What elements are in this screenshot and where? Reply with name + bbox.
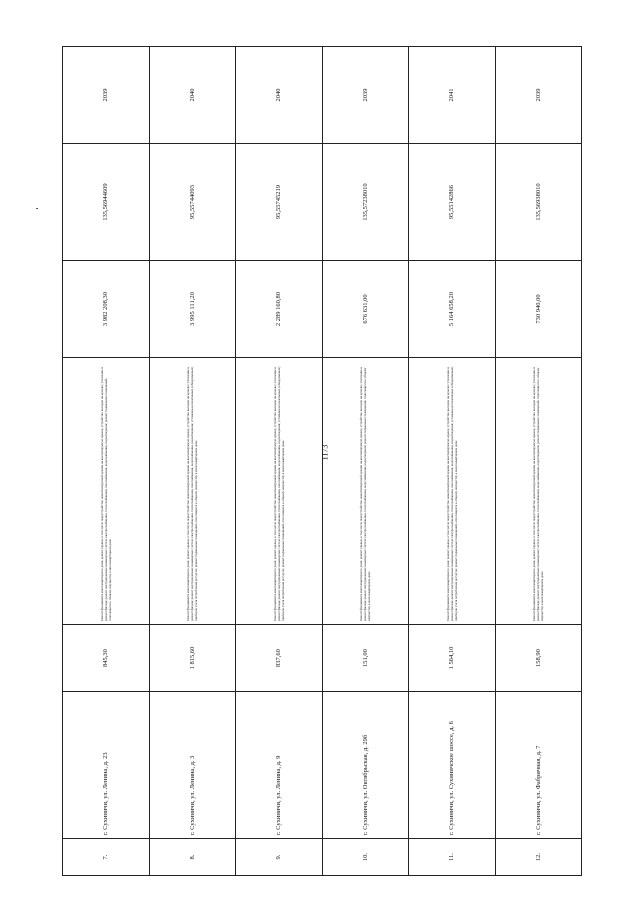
row-area: 1 815,60 (149, 625, 236, 692)
row-cost: 730 940,00 (495, 261, 582, 358)
row-code: 95,55745219 (236, 144, 323, 261)
row-works: Ремонт фундамента многоквартирного дома; ремонт крыши, в том числе переустройство невентилируемой крыши на вентилируемую крышу, устройство выходов на кровлю; утепление и ремонт фасада; ремонт внутридомовых инженерных систем электроснабжения, теплоснабжения, газоснабжения, водоснабжения, водоотведения; установка коллективных (общедомовых) приборов учета потребления ресурсов; ремонт подвальных помещений, относящихся к общему имуществу в многоквартирном доме (409, 358, 496, 625)
row-year: 2041 (409, 47, 496, 144)
row-number: 8. (149, 839, 236, 876)
row-year: 2039 (63, 47, 150, 144)
row-area: 845,30 (63, 625, 150, 692)
row-address: г. Сухиничи, ул. Ленина, д. 23 (63, 692, 150, 839)
row-works: Ремонт фундамента многоквартирного дома; ремонт крыши, в том числе переустройство невентилируемой крыши на вентилируемую крышу, устройство выходов на кровлю; утепление и ремонт фасада; ремонт внутридомовых инженерных систем электроснабжения, теплоснабжения, газоснабжения, водоснабжения, водоотведения; ремонт подвальных помещений, относящихся к общему имуществу в многоквартирном доме (63, 358, 150, 625)
row-address: г. Сухиничи, ул. Ленина, д. 9 (236, 692, 323, 839)
table-row (63, 47, 150, 876)
row-cost: 3 995 111,20 (149, 261, 236, 358)
table-row (495, 47, 582, 876)
row-cost: 3 982 208,30 (63, 261, 150, 358)
row-code: 95,55142866 (409, 144, 496, 261)
row-year: 2040 (236, 47, 323, 144)
table-body (63, 47, 582, 876)
row-year: 2040 (149, 47, 236, 144)
row-code: 135,56944609 (63, 144, 150, 261)
row-code: 135,57238010 (322, 144, 409, 261)
row-number: 10. (322, 839, 409, 876)
table-row (409, 47, 496, 876)
scan-speck (36, 208, 38, 209)
table-row (236, 47, 323, 876)
row-number: 12. (495, 839, 582, 876)
page-number: 1173 (320, 444, 330, 461)
row-address: г. Сухиничи, ул. Октябрьская, д. 29б (322, 692, 409, 839)
row-number: 9. (236, 839, 323, 876)
row-address: г. Сухиничи, ул. Ленина, д. 3 (149, 692, 236, 839)
row-number: 7. (63, 839, 150, 876)
row-area: 158,90 (495, 625, 582, 692)
row-area: 1 564,10 (409, 625, 496, 692)
row-year: 2039 (322, 47, 409, 144)
row-works: Ремонт фундамента многоквартирного дома; ремонт крыши, в том числе переустройство невентилируемой крыши на вентилируемую крышу, устройство выходов на кровлю; утепление и ремонт фасада; ремонт внутридомовых инженерных систем электроснабжения, теплоснабжения, газоснабжения, водоснабжения, водоотведения; установка коллективных (общедомовых) приборов учета потребления ресурсов; ремонт подвальных помещений, относящихся к общему имуществу в многоквартирном доме (149, 358, 236, 625)
row-code: 95,55744093 (149, 144, 236, 261)
row-works: Ремонт фундамента многоквартирного дома; ремонт крыши, в том числе переустройство невентилируемой крыши на вентилируемую крышу, устройство выходов на кровлю; утепление и ремонт фасада; ремонт внутридомовых инженерных систем электроснабжения, теплоснабжения, газоснабжения, водоснабжения, водоотведения; установка коллективных (общедомовых) приборов учета потребления ресурсов; ремонт подвальных помещений, относящихся к общему имуществу в многоквартирном доме (236, 358, 323, 625)
row-area: 151,00 (322, 625, 409, 692)
row-year: 2039 (495, 47, 582, 144)
row-cost: 2 289 160,80 (236, 261, 323, 358)
table-row (149, 47, 236, 876)
row-number: 11. (409, 839, 496, 876)
row-code: 135,56938010 (495, 144, 582, 261)
repair-schedule-table (62, 46, 582, 876)
table-row (322, 47, 409, 876)
row-cost: 676 631,00 (322, 261, 409, 358)
row-cost: 5 164 658,20 (409, 261, 496, 358)
row-works: Ремонт фундамента многоквартирного дома; ремонт крыши, в том числе переустройство невентилируемой крыши на вентилируемую крышу, устройство выходов на кровлю; утепление и ремонт фасада; ремонт внутридомовых инженерных систем электроснабжения, теплоснабжения, водоснабжения, водоотведения; ремонт подвальных помещений, относящихся к общему имуществу в многоквартирном доме (322, 358, 409, 625)
row-address: г. Сухиничи, ул. Фабричная, д. 7 (495, 692, 582, 839)
row-address: г. Сухиничи, ул. Сухиничское шоссе, д. 6 (409, 692, 496, 839)
rotated-table-container (62, 88, 582, 876)
row-area: 837,60 (236, 625, 323, 692)
row-works: Ремонт фундамента многоквартирного дома; ремонт крыши, в том числе переустройство невентилируемой крыши на вентилируемую крышу, устройство выходов на кровлю; утепление и ремонт фасада; ремонт внутридомовых инженерных систем электроснабжения, теплоснабжения, водоснабжения, водоотведения; ремонт подвальных помещений, относящихся к общему имуществу в многоквартирном доме (495, 358, 582, 625)
